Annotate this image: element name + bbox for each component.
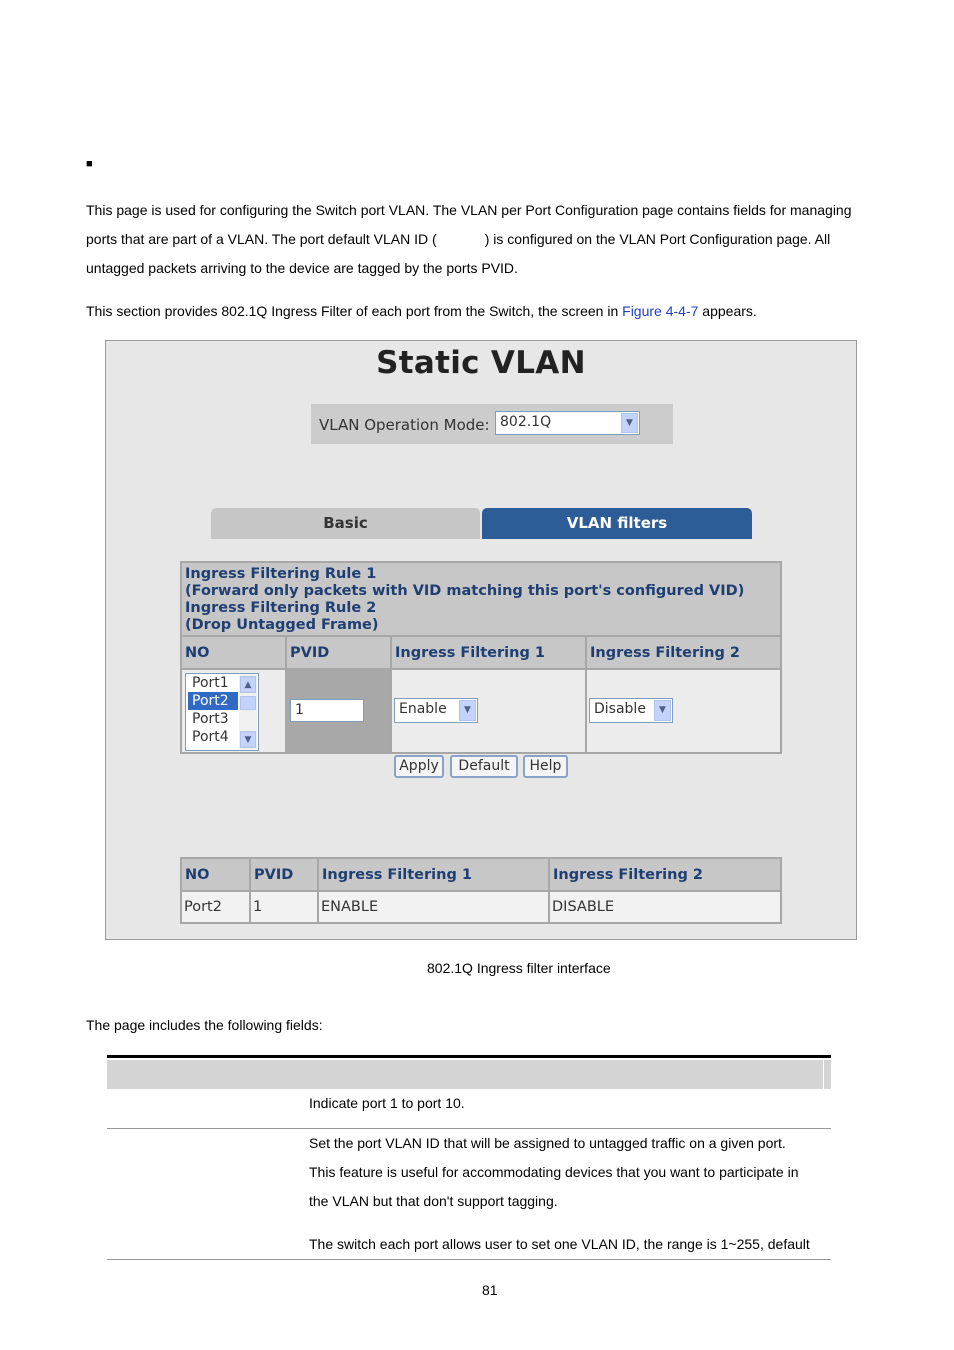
page-number: 81 — [482, 1282, 498, 1298]
section-bullet: ■ — [86, 158, 93, 170]
col-ingress-2: Ingress Filtering 2 — [586, 636, 781, 669]
vlan-mode-select[interactable]: 802.1Q ▼ — [495, 411, 640, 435]
port-option-selected[interactable]: Port2 — [188, 692, 238, 710]
field-no-description: Indicate port 1 to port 10. — [309, 1095, 465, 1111]
section-sentence: This section provides 802.1Q Ingress Filter of each port from the Switch, the screen in Figure 4-4-7 appears. — [86, 303, 757, 319]
ingress-filter-1-select[interactable]: Enable ▼ — [394, 698, 478, 723]
help-button[interactable]: Help — [523, 755, 568, 778]
field-pvid-description: Set the port VLAN ID that will be assigned to untagged traffic on a given port. This feature is useful for accommodating devices that you want to participate in the VLAN but that don't support tagging. — [309, 1135, 799, 1209]
scroll-down-icon[interactable]: ▼ — [240, 731, 256, 748]
scroll-thumb[interactable] — [240, 696, 256, 710]
port-option[interactable]: Port1 — [192, 675, 229, 691]
table-row: Port2 1 ENABLE DISABLE — [181, 891, 781, 923]
port-listbox[interactable] — [185, 673, 259, 751]
default-button[interactable]: Default — [450, 755, 518, 778]
filter1-cell — [391, 669, 586, 753]
intro-paragraph — [86, 196, 886, 283]
vlan-mode-label: VLAN Operation Mode: — [319, 416, 490, 434]
figure-caption: 802.1Q Ingress filter interface — [427, 960, 611, 976]
port-option[interactable]: Port3 — [192, 711, 229, 727]
col-ingress-1: Ingress Filtering 1 — [391, 636, 586, 669]
col-pvid: PVID — [286, 636, 391, 669]
status-col-pvid: PVID — [250, 858, 318, 891]
port-option[interactable]: Port4 — [192, 729, 229, 745]
status-col-no: NO — [181, 858, 250, 891]
field-pvid-range-text: The switch each port allows user to set one VLAN ID, the range is 1~255, default — [309, 1236, 810, 1252]
tab-basic[interactable]: Basic — [211, 508, 480, 539]
fields-row-divider — [107, 1259, 831, 1260]
ingress-config-table — [180, 561, 782, 754]
filter2-cell — [586, 669, 781, 753]
chevron-down-icon: ▼ — [459, 700, 476, 721]
col-no: NO — [181, 636, 286, 669]
intro-line-3: untagged packets arriving to the device are tagged by the ports PVID. — [86, 260, 518, 276]
static-vlan-screenshot — [105, 340, 857, 940]
chevron-down-icon: ▼ — [654, 700, 671, 721]
ingress-filter-2-select[interactable]: Disable ▼ — [589, 698, 673, 723]
vlan-mode-panel — [311, 404, 673, 444]
chevron-down-icon: ▼ — [621, 413, 638, 433]
figure-link[interactable]: Figure 4-4-7 — [622, 303, 699, 319]
pvid-input[interactable]: 1 — [290, 699, 364, 722]
fields-table-header — [107, 1060, 831, 1089]
ingress-rules-text: Ingress Filtering Rule 1 (Forward only packets with VID matching this port's configured VID) Ingress Filtering Rule 2 (Drop Untagged Frame) — [181, 562, 781, 636]
fields-table-top-rule — [107, 1055, 831, 1058]
static-vlan-title: Static VLAN — [376, 345, 586, 381]
port-list-scrollbar[interactable] — [239, 675, 257, 749]
intro-line-1: This page is used for configuring the Switch port VLAN. The VLAN per Port Configuration page contains fields for managing — [86, 202, 852, 218]
apply-button[interactable]: Apply — [394, 755, 444, 778]
status-col-ingress-1: Ingress Filtering 1 — [318, 858, 549, 891]
ingress-status-table — [180, 857, 782, 924]
pvid-cell — [286, 669, 391, 753]
status-col-ingress-2: Ingress Filtering 2 — [549, 858, 781, 891]
tab-vlan-filters[interactable]: VLAN filters — [482, 508, 752, 539]
port-list-cell — [181, 669, 286, 753]
scroll-up-icon[interactable]: ▲ — [240, 676, 256, 693]
fields-intro: The page includes the following fields: — [86, 1017, 323, 1033]
intro-line-2: ports that are part of a VLAN. The port default VLAN ID ( ) is configured on the VLAN Port Configuration page. All — [86, 231, 831, 247]
